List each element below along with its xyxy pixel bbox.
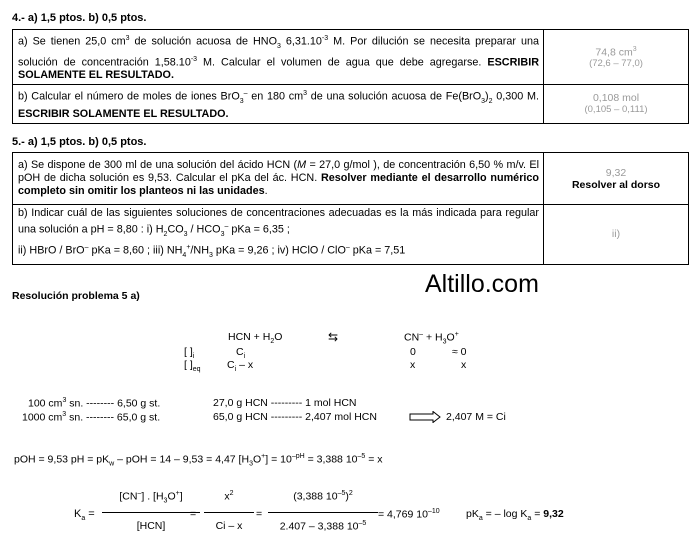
problem-4a-question: a) Se tienen 25,0 $cm^3$ de solución acuosa de $HNO_3$ $6,31.10^{-3}$ M. Por dilución se necesita preparar una solución de concentración $1,58.10^{-3}$ M. Calcular el volumen de agua que debe agregarse. ESCRIBIR SOLAMENTE EL RESULTADO. — [13, 30, 544, 85]
equilibrium-arrow: ⇆ — [328, 330, 339, 344]
problem-4a-answer: 74,8 $cm^3$ (72,6 – 77,0) — [544, 30, 689, 85]
ka-numerator-2: $x^2$ — [224, 490, 234, 503]
problem-4b-question: b) Calcular el número de moles de iones BrO$_3$– en 180 $cm^3$ de una solución acuosa de $Fe(BrO_3)_2$ 0,300 M. ESCRIBIR SOLAMENTE EL RESULTADO. — [13, 85, 544, 124]
initial-hcn: $C_i$ — [236, 346, 246, 361]
ka-result: = 4,769 $10^{-10}$ — [378, 508, 440, 521]
calc-line-1a: 100 $cm^3$ sn. -------- 6,50 g st. — [28, 397, 161, 410]
ka-symbol: $K_a$ = — [74, 508, 95, 523]
implies-arrow-icon — [409, 411, 441, 423]
ka-denominator-2: Ci – x — [215, 520, 243, 532]
problem-5a-answer: 9,32 Resolver al dorso — [544, 153, 689, 205]
fraction-bar-3 — [268, 512, 378, 513]
resolution-title: Resolución problema 5 a) — [12, 290, 140, 302]
brand-watermark: Altillo.com — [425, 270, 539, 298]
problem-5a-question: a) Se dispone de 300 ml de una solución del ácido HCN (M = 27,0 g/mol ), de concentración 6,50 % m/v. El pOH de dicha solución es 9,53. Calcular el pKa del ác. HCN. Resolver mediante el desarrollo numérico completo sin omitir los planteos ni las unidades. — [13, 153, 544, 205]
calc-line-2a: 1000 $cm^3$ sn. -------- 65,0 g st. — [22, 411, 161, 424]
fraction-bar-2 — [204, 512, 254, 513]
equilibrium-h3o: x — [461, 359, 467, 371]
calc-line-2c: 2,407 M = Ci — [446, 411, 506, 423]
problem-5-table — [12, 152, 689, 265]
ph-calculation: pOH = 9,53 pH = $pK_w$ – pOH = 14 – 9,53 = 4,47 $[H_3O^+] = 10^{-pH} = 3,388$ $10^{-5} = x$ — [14, 453, 383, 468]
calc-line-2b: 65,0 g HCN --------- 2,407 mol HCN — [213, 411, 377, 423]
problem-5b-answer: ii) — [544, 205, 689, 265]
reaction-products: $CN^- + H_3O^+$ — [404, 331, 459, 346]
reaction-reactants: HCN + $H_2O$ — [228, 331, 283, 346]
ka-numerator-1: [CN–] . $[H_3O^+]$ — [119, 490, 183, 505]
pka-result: $pK_a$ = – $\log K_a = 9,32$ — [466, 508, 564, 523]
initial-h3o: ≈ 0 — [452, 346, 467, 358]
ka-numerator-3: (3,388 $10^{-5})^2$ — [293, 490, 353, 503]
calc-line-1b: 27,0 g HCN --------- 1 mol HCN — [213, 397, 357, 409]
initial-row-label: [ ]$_i$ — [184, 346, 195, 361]
ka-denominator-3: 2.407 – 3,388 $10^{-5}$ — [279, 520, 367, 533]
equilibrium-hcn: $C_i$ – x — [227, 359, 254, 374]
fraction-bar-1 — [102, 512, 200, 513]
problem-4-table — [12, 29, 689, 124]
problem-5-title: 5.- a) 1,5 ptos. b) 0,5 ptos. — [12, 136, 147, 148]
equilibrium-cn: x — [410, 359, 416, 371]
equals-2: = — [256, 508, 263, 520]
equals-1: = — [190, 508, 197, 520]
ka-denominator-1: [HCN] — [136, 520, 166, 532]
problem-5b-question: b) Indicar cuál de las siguientes soluciones de concentraciones adecuadas es la más indicada para regular una solución a pH = 8,80 : i) $H_2CO_3 / HCO_3^-$ pKa = 6,35 ; ii) HBrO / BrO– pKa = 8,60 ; iii) $NH_4^+/NH_3$ pKa = 9,26 ; iv) HClO / ClO– pKa = 7,51 — [13, 205, 544, 265]
initial-cn: 0 — [410, 346, 416, 358]
equilibrium-row-label: [ ]$_{eq}$ — [184, 359, 201, 374]
problem-4b-answer: 0,108 mol (0,105 – 0,111) — [544, 85, 689, 124]
problem-4-title: 4.- a) 1,5 ptos. b) 0,5 ptos. — [12, 12, 147, 24]
